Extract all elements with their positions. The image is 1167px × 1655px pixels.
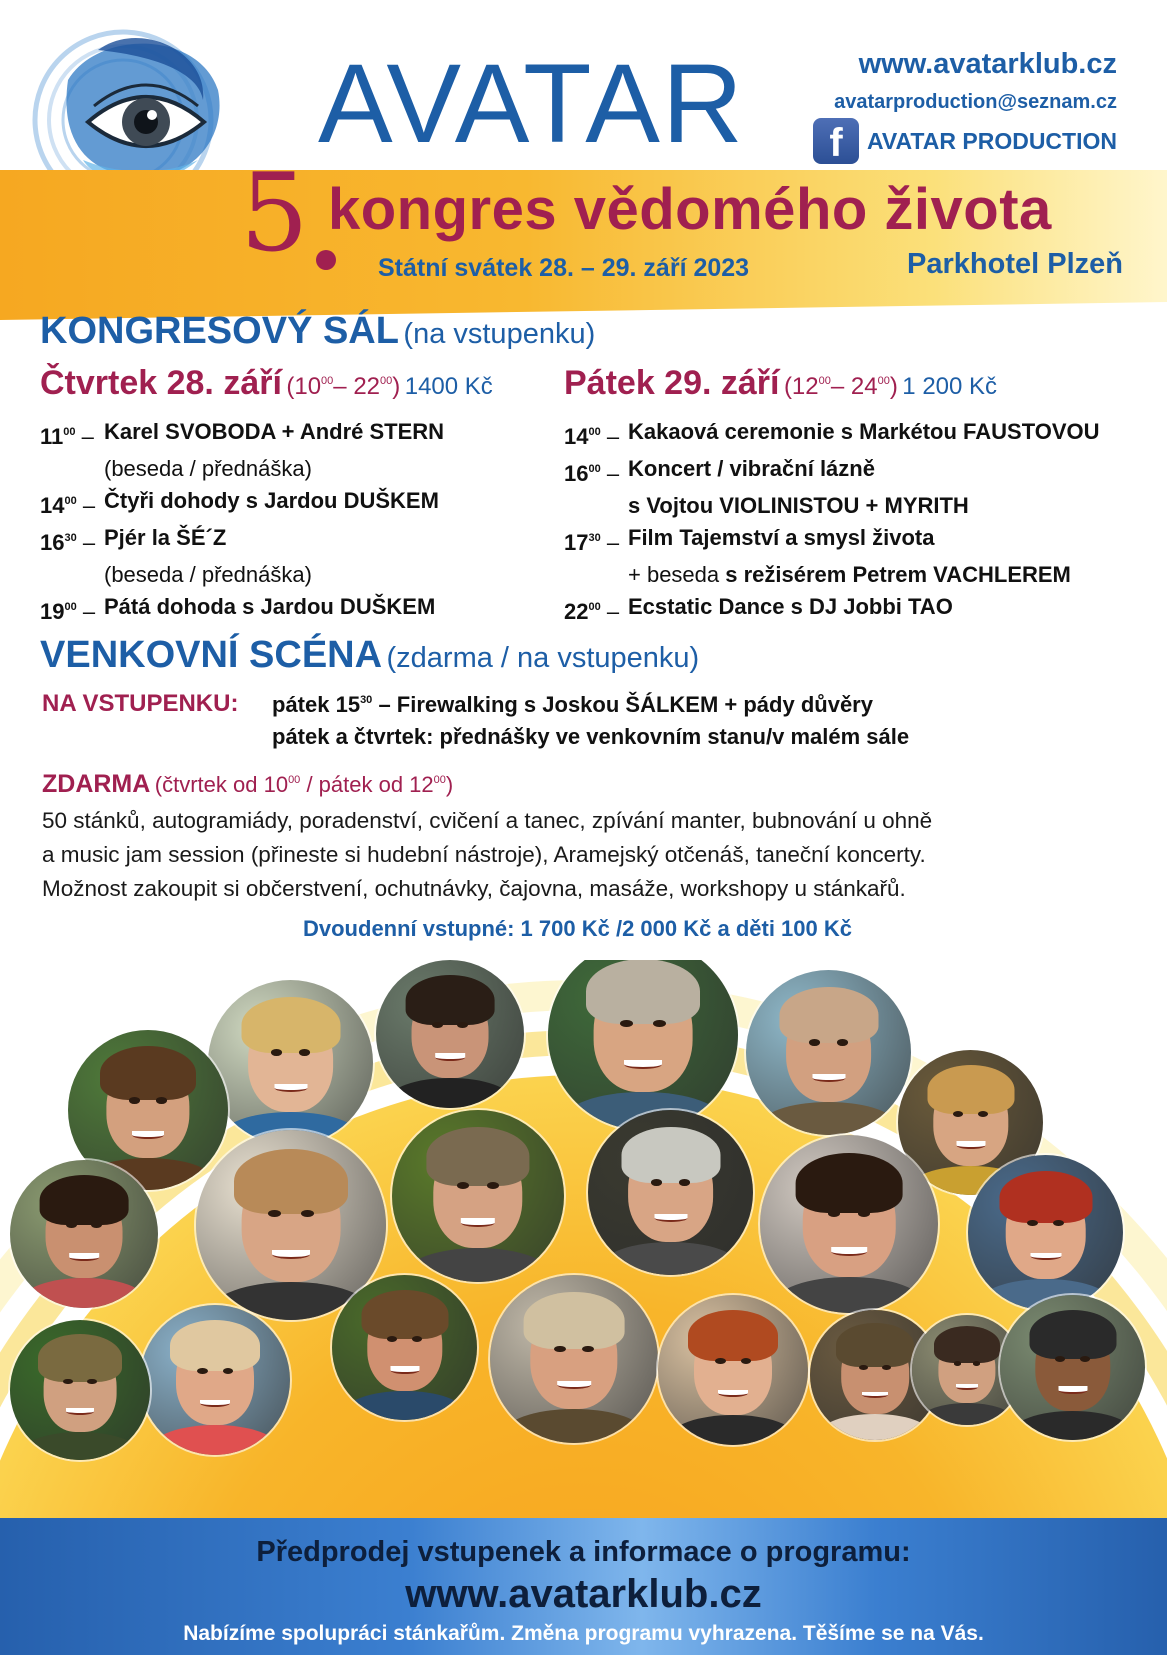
two-day-price: Dvoudenní vstupné: 1 700 Kč /2 000 Kč a děti 100 Kč (303, 916, 852, 941)
hall-heading-note: (na vstupenku) (403, 318, 596, 350)
day1-program (40, 416, 444, 628)
edition-number: 5 (240, 151, 309, 276)
brand-title: AVATAR (318, 41, 745, 166)
day1-heading (40, 364, 493, 403)
ticket-label: NA VSTUPENKU: (42, 690, 239, 717)
speaker-photo (1000, 1295, 1145, 1440)
speaker-photo (588, 1110, 753, 1275)
facebook-link[interactable] (813, 118, 1117, 164)
contact-block (813, 48, 1117, 164)
facebook-label: AVATAR PRODUCTION (866, 127, 1117, 154)
day1-hours: ($10^{00}-$ $22^{00}$) (286, 373, 401, 400)
website-link[interactable]: www.avatarklub.cz (858, 48, 1117, 80)
outdoor-heading-note: (zdarma / na vstupenku) (386, 642, 700, 674)
outdoor-heading-title: VENKOVNÍ SCÉNA (40, 634, 383, 676)
program-item: $16^{30}$ – Pjér la ŠÉ´Z (40, 525, 227, 555)
speaker-photo (140, 1305, 290, 1455)
program-item: $22^{00}$ – Ecstatic Dance s DJ Jobbi TAO (564, 594, 953, 624)
speaker-photo (490, 1275, 658, 1443)
program-item: $11^{00}$ – Karel SVOBODA + André STERN (40, 419, 445, 449)
speaker-photo (392, 1110, 564, 1282)
hall-heading-title: KONGRESOVÝ SÁL (40, 310, 399, 352)
ticket-line-1: pátek $15^{30}$ – Firewalking s Joskou ŠÁLKEM + pády důvěry (272, 692, 873, 717)
speaker-photo (376, 960, 524, 1108)
program-item: $14^{00}$ – Čtyři dohody s Jardou DUŠKEM (40, 488, 439, 518)
speaker-photo (658, 1295, 808, 1445)
day1-name: Čtvrtek 28. září (40, 364, 282, 402)
program-item-note: (beseda / přednáška) (104, 562, 312, 587)
ticket-line-2: pátek a čtvrtek: přednášky ve venkovním stanu/v malém sále (272, 724, 910, 749)
edition-dot (316, 250, 336, 270)
speaker-photo (332, 1275, 477, 1420)
footer-presale: Předprodej vstupenek a informace o programu: (256, 1536, 911, 1568)
speaker-photo (760, 1135, 938, 1313)
event-dates: Státní svátek 28. – 29. září 2023 (378, 254, 750, 282)
day2-program (564, 416, 1100, 628)
speaker-photo (10, 1160, 158, 1308)
speaker-photo (746, 970, 911, 1135)
program-item-note: + beseda s režisérem Petrem VACHLEREM (628, 562, 1071, 587)
outdoor-heading (40, 634, 699, 677)
speaker-photo (548, 960, 738, 1130)
email-link[interactable]: avatarproduction@seznam.cz (834, 91, 1117, 113)
free-heading: ZDARMA (čtvrtek od $10^{00}$ / pátek od $12^{00}$) (42, 770, 454, 798)
congress-title: kongres vědomého života (328, 177, 1052, 242)
free-description: 50 stánků, autogramiády, poradenství, cvičení a tanec, zpívání manter, bubnování u ohně a music jam session (přineste si hudební nástroje), Aramejský otčenáš, taneční koncerty. Možnost zakoupit si občerstvení, ochutnávky, čajovna, masáže, workshopy u stánkařů. (42, 808, 933, 901)
program-item: $14^{00}$ – Kakaová ceremonie s Markétou FAUSTOVOU (564, 419, 1100, 449)
program-item: $17^{30}$ – Film Tajemství a smysl života (564, 525, 935, 555)
speaker-photos-area (0, 960, 1167, 1520)
facebook-icon: f (813, 118, 859, 164)
speaker-photo (208, 980, 373, 1145)
program-item: $19^{00}$ – Pátá dohoda s Jardou DUŠKEM (40, 594, 436, 624)
footer-website-link[interactable]: www.avatarklub.cz (405, 1572, 762, 1616)
day2-price: 1 200 Kč (902, 373, 998, 400)
footer-note: Nabízíme spolupráci stánkařům. Změna programu vyhrazena. Těšíme se na Vás. (183, 1622, 984, 1645)
event-venue: Parkhotel Plzeň (907, 248, 1123, 280)
speaker-photo (10, 1320, 150, 1460)
day2-heading (564, 364, 997, 403)
hall-heading (40, 310, 595, 353)
program-item: $16^{00}$ – Koncert / vibrační lázně (564, 456, 875, 486)
program-item-note: s Vojtou VIOLINISTOU + MYRITH (628, 493, 969, 518)
footer-banner (0, 1518, 1167, 1655)
program-item-note: (beseda / přednáška) (104, 456, 312, 481)
day2-hours: ($12^{00}-$ $24^{00}$) (783, 373, 898, 400)
day1-price: 1400 Kč (404, 373, 493, 400)
day2-name: Pátek 29. září (564, 364, 780, 402)
speaker-photo (968, 1155, 1123, 1310)
